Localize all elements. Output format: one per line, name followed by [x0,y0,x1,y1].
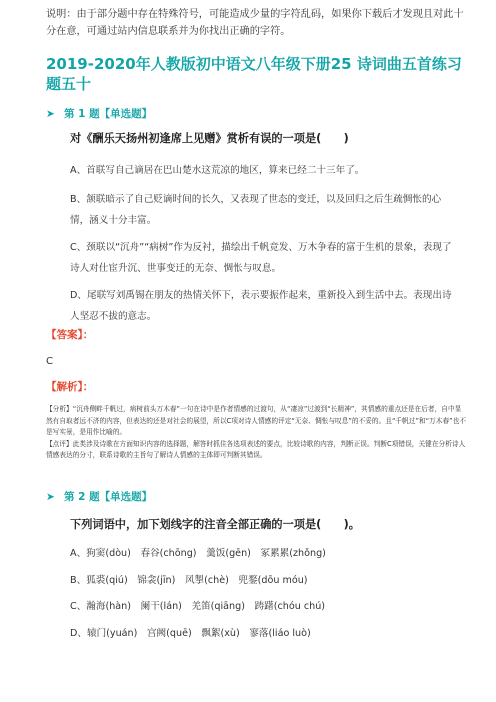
download-notice: 说明：由于部分题中存在特殊符号，可能造成少量的字符乱码，如果你下载后才发现且对此十分在意，可通过站内信息联系并为你找出正确的字符。 [46,9,464,37]
analysis-block [46,404,466,462]
option-letter: B、 [70,575,87,586]
option-text: 瀚海(hàn) 阑干(lán) 羌笛(qiāng) 踌躇(chóu chú) [86,601,326,612]
option-text: 尾联写刘禹锡在朋友的热情关怀下，表示要振作起来，重新投入到生活中去。表现出诗人坚忍不拔的意志。 [70,290,452,322]
arrow-bullet-icon: ➤ [46,491,55,503]
analysis-paragraph: 【分析】“沉舟侧畔千帆过，病树前头万木春”一句在诗中是作者情感的过渡句，从“凄凉”过渡到“长精神”，其情感的重点还是在后者，自中显然有自取者远不济的内容，但表达的还是对社会的展望，所以C项对诗人情感的评定“无奈、惆怅与叹息”的不妥的。且“千帆过”和“万木春”也不是写实景，是用作比喻的。 [46,405,467,436]
q2-option-a [70,546,326,562]
option-letter: D、 [70,290,87,301]
question-1-header [46,106,152,122]
option-letter: B、 [70,194,87,205]
option-text: 颈联以“沉舟”“病树”作为反衬，描绘出千帆竞发、万木争春的富于生机的景象，表现了诗人对仕宦升沉、世事变迁的无奈、惆怅与叹息。 [70,242,452,274]
option-text: 辕门(yuán) 宫阙(quē) 飘絮(xù) 寥落(liáo luò) [86,628,311,639]
q1-option-a [70,160,460,181]
arrow-bullet-icon: ➤ [46,108,55,120]
question-1-title: 第 1 题【单选题】 [64,108,153,120]
option-letter: C、 [70,242,87,253]
option-text: 颔联暗示了自己贬谪时间的长久，又表现了世态的变迁，以及回归之后生疏惆怅的心情，涵义十分丰富。 [70,194,442,226]
document-title: 2019-2020年人教版初中语文八年级下册25 诗词曲五首练习题五十 [46,55,462,93]
option-letter: A、 [70,548,87,559]
answer-value: C [46,356,53,367]
analysis-paragraph: 【点评】此类涉及诗歌在方面知识内容的选择题，解答时抓住各选项表述的要点，比较诗歌的内容，判断正误。判断C项错误，关键在分析诗人情感表达的分寸，联系诗歌的主旨句了解诗人情感的主体即可判断其错误。 [46,439,466,459]
option-text: 狐裘(qiú) 锦衾(jīn) 风掣(chè) 兜鍪(dōu móu) [86,575,308,586]
question-1-stem: 对《酬乐天扬州初逢席上见赠》赏析有误的一项是( ) [70,132,349,145]
q1-option-b [70,189,460,231]
option-letter: D、 [70,628,87,639]
q2-option-c [70,599,325,615]
option-text: 狗窦(dòu) 春谷(chōng) 羹饭(gēn) 冢累累(zhǒng) [86,548,326,559]
analysis-label: 【解析】： [46,381,94,393]
option-letter: C、 [70,601,87,612]
option-letter: A、 [70,165,87,176]
q2-option-d [70,626,311,642]
q2-option-b [70,573,308,589]
q1-option-d [70,285,460,327]
q1-option-c [70,237,460,279]
option-text: 首联写自己谪居在巴山楚水这荒凉的地区，算来已经二十三年了。 [86,165,365,176]
question-2-header [46,489,152,505]
question-2-title: 第 2 题【单选题】 [64,491,153,503]
question-2-stem: 下列词语中，加下划线字的注音全部正确的一项是( )。 [70,518,360,531]
answer-label: 【答案】： [46,329,94,341]
